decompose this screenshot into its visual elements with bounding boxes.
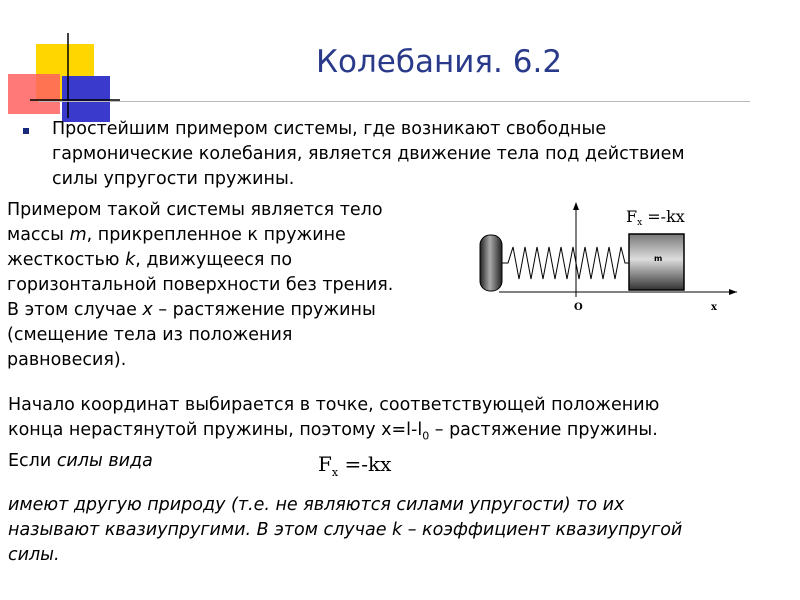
bullet-icon xyxy=(23,128,29,134)
example-line-2: массы m, прикрепленное к пружине xyxy=(7,225,346,245)
quasi-line-2: называют квазиупругими. В этом случае k – коэффициент квазиупругой xyxy=(8,520,683,540)
example-line-4: горизонтальной поверхности без трения. xyxy=(7,275,394,295)
bullet-paragraph xyxy=(52,117,685,192)
quasi-line-3: силы. xyxy=(8,545,60,565)
force-label: Fx =-kx xyxy=(626,207,685,228)
bullet-line-3: силы упругости пружины. xyxy=(52,169,295,189)
spring-mass-diagram xyxy=(475,196,745,321)
corner-decoration xyxy=(0,0,130,130)
x-axis-arrow xyxy=(729,289,737,295)
coord-line-2: конца нерастянутой пружины, поэтому $x=l-l_0$ – растяжение пружины. xyxy=(8,420,658,443)
coord-line-1: Начало координат выбирается в точке, соответствующей положению xyxy=(8,395,660,415)
example-line-1: Примером такой системы является тело xyxy=(7,200,383,220)
bullet-line-1: Простейшим примером системы, где возникают свободные xyxy=(52,119,607,139)
quasi-line-1: имеют другую природу (т.е. не являются силами упругости) то их xyxy=(8,495,625,515)
page-title: Колебания. 6.2 xyxy=(316,44,563,80)
axis-x-label: x xyxy=(711,302,717,313)
example-line-7: равновесия). xyxy=(7,350,127,370)
example-paragraph xyxy=(7,198,393,373)
deco-blue-square xyxy=(62,76,110,122)
origin-label: O xyxy=(574,302,583,313)
spring-coil xyxy=(502,247,629,279)
bullet-line-2: гармонические колебания, является движение тела под действием xyxy=(52,144,685,164)
example-line-6: (смещение тела из положения xyxy=(7,325,293,345)
example-line-5: В этом случае x – растяжение пружины xyxy=(7,300,376,320)
coord-line-3: Если силы вида xyxy=(8,450,153,471)
example-line-3: жесткостью k, движущееся по xyxy=(7,250,293,270)
title-divider xyxy=(38,101,750,102)
deco-red-square xyxy=(8,74,60,114)
y-axis-arrow xyxy=(573,202,579,210)
mass-label: m xyxy=(654,254,663,263)
wall-block xyxy=(480,235,502,291)
force-formula: $F_x =-kx$ xyxy=(318,452,392,479)
quasi-elastic-paragraph xyxy=(8,493,682,568)
